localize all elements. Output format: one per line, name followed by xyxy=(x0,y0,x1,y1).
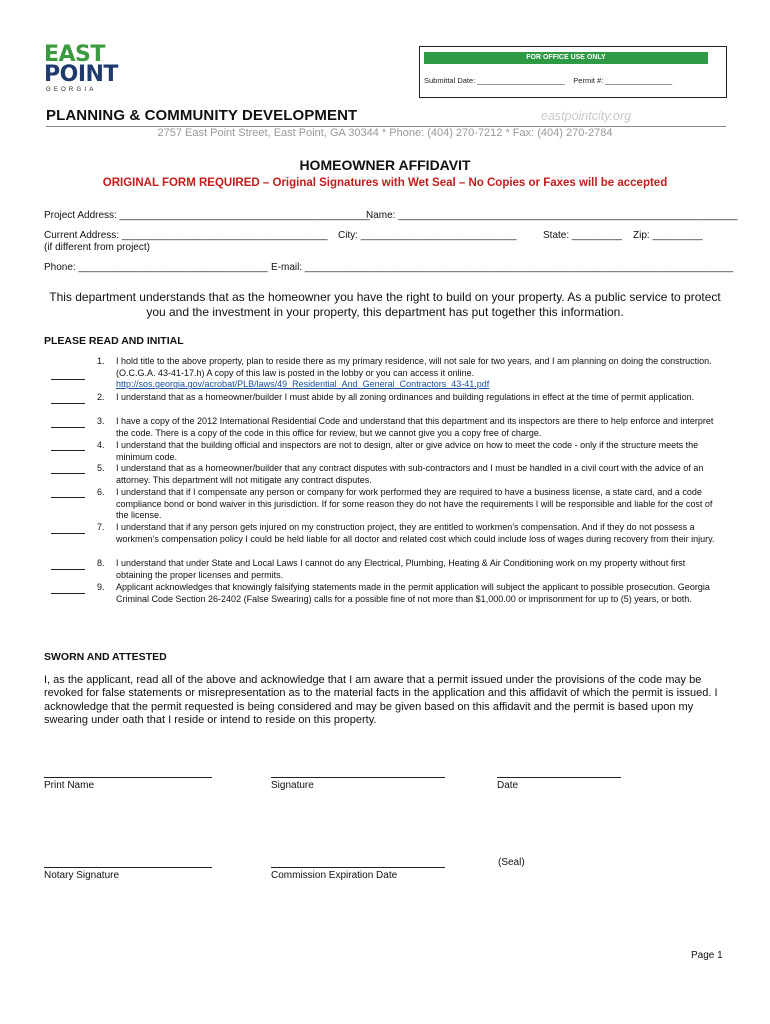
date-line[interactable] xyxy=(497,777,621,778)
department-name: PLANNING & COMMUNITY DEVELOPMENT xyxy=(46,107,358,124)
office-use-header: FOR OFFICE USE ONLY xyxy=(424,52,708,64)
print-name-label: Print Name xyxy=(44,780,95,791)
list-item xyxy=(97,440,722,463)
initial-blank-8[interactable] xyxy=(51,569,85,570)
item-text: I understand that if any person gets injured on my construction project, they are entitled to workmen’s compensation. And if they do not possess a workmen’s compensation policy I could be held liable for all doctor and related cost which could include loss of wages during recovery from their injury. xyxy=(116,522,715,544)
current-address-field[interactable]: Current Address: _____________________________________ xyxy=(44,230,328,241)
phone-field[interactable]: Phone: __________________________________ xyxy=(44,262,268,273)
logo-east: EAST xyxy=(44,42,105,67)
project-address-field[interactable]: Project Address: _____________________________________________ xyxy=(44,210,370,221)
list-item xyxy=(97,522,722,545)
initial-blank-3[interactable] xyxy=(51,427,85,428)
item-number: 2. xyxy=(97,392,105,402)
print-name-line[interactable] xyxy=(44,777,212,778)
item-text: I have a copy of the 2012 International Residential Code and understand that this department and its inspectors are there to help enforce and interpret the code. There is a copy of the code in this office for review, but we cannot give you a copy free of charge. xyxy=(116,416,714,438)
current-address-note: (if different from project) xyxy=(44,242,150,253)
item-text: I understand that under State and Local Laws I cannot do any Electrical, Plumbing, Heating & Air Conditioning work on my property without first obtaining the proper licenses and permits. xyxy=(116,558,686,580)
item-text: I understand that as a homeowner/builder I must abide by all zoning ordinances and building regulations in effect at the time of permit application. xyxy=(116,392,695,402)
list-item xyxy=(97,558,722,581)
logo-point: POINT xyxy=(44,62,118,87)
sworn-heading: SWORN AND ATTESTED xyxy=(44,651,167,663)
item-number: 8. xyxy=(97,558,105,568)
permit-number-field[interactable]: Permit #: ________________ xyxy=(573,76,673,85)
submittal-date-field[interactable]: Submittal Date: _____________________ xyxy=(424,76,565,85)
list-item xyxy=(97,416,722,439)
law-link[interactable]: http://sos.georgia.gov/acrobat/PLB/laws/49_Residential_And_General_Contractors_43-41.pdf xyxy=(116,379,490,390)
initial-blank-9[interactable] xyxy=(51,593,85,594)
list-item xyxy=(97,582,722,605)
item-text: I understand that if I compensate any person or company for work performed they are required to have a business license, a state card, and a code compliance bond or bond waiver in this jurisdiction. If for some reason they do not have the requirements I will be responsible and liable for the cost of the license. xyxy=(116,487,713,521)
signature-line[interactable] xyxy=(271,777,445,778)
item-text: I understand that as a homeowner/builder that any contract disputes with sub-contractors and I must be handled in a civil court with the advice of an attorney. This department will not mitigate any contract disputes. xyxy=(116,463,704,485)
intro-paragraph: This department understands that as the homeowner you have the right to build on your property. As a public service to protect you and the investment in your property, this department has put together this information. xyxy=(49,290,721,319)
list-item xyxy=(97,392,722,404)
item-text: I hold title to the above property, plan to reside there as my primary residence, will not sale for two years, and I am planning on doing the construction. (O.C.G.A. 43-41-17.h) A copy of this law is posted in the lobby or you can access it online. xyxy=(116,356,712,378)
initial-blank-2[interactable] xyxy=(51,403,85,404)
signature-label: Signature xyxy=(271,780,314,791)
initial-blank-6[interactable] xyxy=(51,497,85,498)
office-use-fields xyxy=(424,76,672,85)
initial-blank-7[interactable] xyxy=(51,533,85,534)
seal-label: (Seal) xyxy=(498,857,525,868)
notary-signature-line[interactable] xyxy=(44,867,212,868)
item-number: 7. xyxy=(97,522,105,532)
page-number: Page 1 xyxy=(691,950,723,961)
list-item xyxy=(97,487,722,522)
department-address: 2757 East Point Street, East Point, GA 30344 * Phone: (404) 270-7212 * Fax: (404) 270-2784 xyxy=(157,127,613,139)
commission-expiration-line[interactable] xyxy=(271,867,445,868)
sworn-paragraph: I, as the applicant, read all of the above and acknowledge that I am aware that a permit issued under the provisions of the code may be revoked for false statements or misrepresentation as to the material facts in the application and this affidavit of which the permit is issued. I acknowledge that the permit requested is being considered and may be given based on this affidavit and the permit is based upon my swearing under oath that I reside or intend to reside on this property. xyxy=(44,674,718,726)
commission-expiration-label: Commission Expiration Date xyxy=(271,870,398,881)
item-number: 3. xyxy=(97,416,105,426)
list-item xyxy=(97,463,722,486)
logo-georgia: GEORGIA xyxy=(46,87,97,93)
name-field[interactable]: Name: _____________________________________________________________ xyxy=(366,210,738,221)
initial-blank-5[interactable] xyxy=(51,473,85,474)
office-use-box xyxy=(419,46,727,98)
notary-signature-label: Notary Signature xyxy=(44,870,120,881)
form-warning: ORIGINAL FORM REQUIRED – Original Signatures with Wet Seal – No Copies or Faxes will be accepted xyxy=(102,177,668,189)
item-number: 4. xyxy=(97,440,105,450)
item-number: 5. xyxy=(97,463,105,473)
initial-blank-4[interactable] xyxy=(51,450,85,451)
initial-blank-1[interactable] xyxy=(51,379,85,380)
state-field[interactable]: State: _________ xyxy=(543,230,622,241)
email-field[interactable]: E-mail: _____________________________________________________________________________ xyxy=(271,262,734,273)
list-item xyxy=(97,356,722,391)
item-number: 1. xyxy=(97,356,105,366)
website-link[interactable]: eastpointcity.org xyxy=(541,109,632,123)
date-label: Date xyxy=(497,780,519,791)
zip-field[interactable]: Zip: _________ xyxy=(633,230,703,241)
item-text: Applicant acknowledges that knowingly falsifying statements made in the permit application will subject the applicant to possible prosecution. Georgia Criminal Code Section 26-2402 (False Swearing) calls for a possible fine of not more than $1,000.00 or imprisonment for up to (5) years, or both. xyxy=(116,582,710,604)
item-number: 6. xyxy=(97,487,105,497)
city-field[interactable]: City: ____________________________ xyxy=(338,230,517,241)
read-initial-heading: PLEASE READ AND INITIAL xyxy=(44,335,184,347)
page-title: HOMEOWNER AFFIDAVIT xyxy=(299,157,471,173)
item-text: I understand that the building official and inspectors are not to design, alter or give advice on how to meet the code - only if the structure meets the minimum code. xyxy=(116,440,699,462)
item-number: 9. xyxy=(97,582,105,592)
